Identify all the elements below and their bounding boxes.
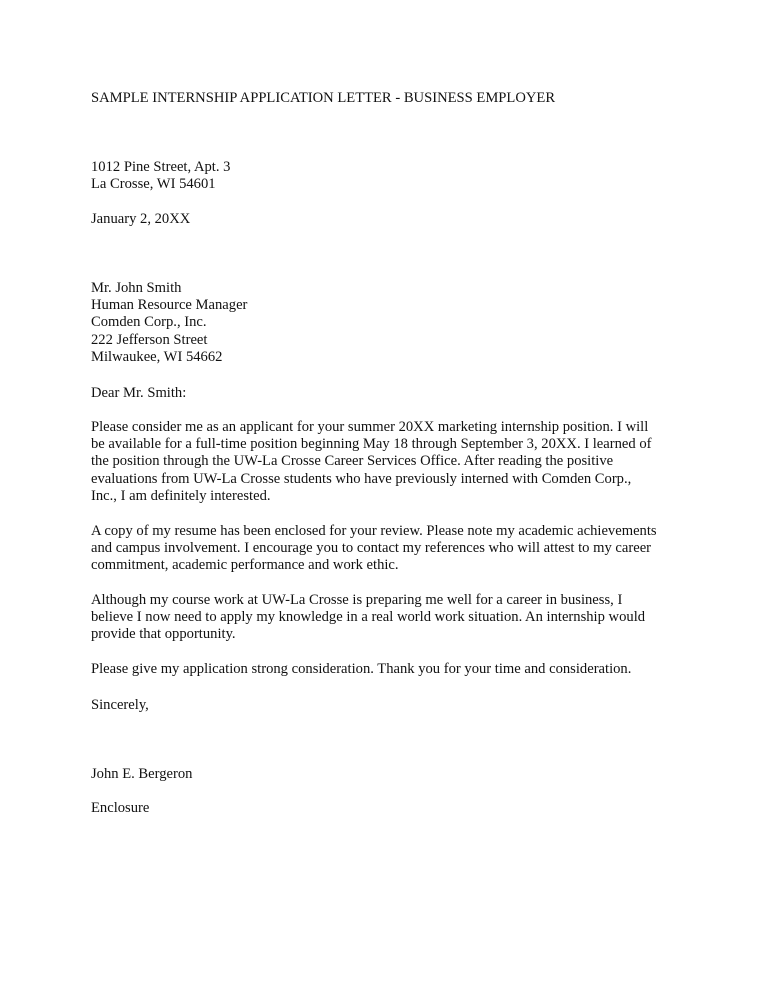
letter-date bbox=[91, 211, 701, 228]
paragraph-line: Please give my application strong consideration. Thank you for your time and consideration. bbox=[91, 661, 632, 677]
title-text: SAMPLE INTERNSHIP APPLICATION LETTER - BUSINESS EMPLOYER bbox=[91, 90, 556, 106]
paragraph-line: Inc., I am definitely interested. bbox=[91, 487, 271, 504]
paragraph-line: provide that opportunity. bbox=[91, 626, 236, 643]
sender-address bbox=[91, 159, 701, 193]
signer-name-text: John E. Bergeron bbox=[91, 766, 193, 782]
paragraph-line: the position through the UW-La Crosse Career Services Office. After reading the positive bbox=[91, 453, 614, 470]
recipient-street: 222 Jefferson Street bbox=[91, 331, 208, 348]
body-paragraph-1 bbox=[91, 419, 696, 505]
recipient-address bbox=[91, 280, 701, 366]
salutation bbox=[91, 385, 701, 402]
body-paragraph-2 bbox=[91, 523, 696, 575]
paragraph-line: be available for a full-time position beginning May 18 through September 3, 20XX. I learned of bbox=[91, 436, 652, 453]
recipient-company: Comden Corp., Inc. bbox=[91, 314, 207, 331]
paragraph-line: commitment, academic performance and work ethic. bbox=[91, 557, 399, 574]
closing-text: Sincerely, bbox=[91, 697, 149, 713]
date-text: January 2, 20XX bbox=[91, 211, 191, 227]
paragraph-line: Please consider me as an applicant for your summer 20XX marketing internship position. I will bbox=[91, 419, 649, 435]
paragraph-line: evaluations from UW-La Crosse students who have previously interned with Comden Corp., bbox=[91, 470, 632, 487]
letter-title bbox=[91, 90, 701, 107]
sender-address-line: La Crosse, WI 54601 bbox=[91, 176, 216, 193]
body-paragraph-3 bbox=[91, 592, 696, 644]
recipient-city: Milwaukee, WI 54662 bbox=[91, 348, 223, 365]
closing bbox=[91, 697, 701, 714]
paragraph-line: and campus involvement. I encourage you to contact my references who will attest to my career bbox=[91, 540, 652, 557]
body-paragraph-4 bbox=[91, 661, 696, 678]
paragraph-line: Although my course work at UW-La Crosse is preparing me well for a career in business, I bbox=[91, 592, 623, 608]
salutation-text: Dear Mr. Smith: bbox=[91, 385, 187, 401]
paragraph-line: believe I now need to apply my knowledge in a real world work situation. An internship would bbox=[91, 609, 646, 626]
enclosure-text: Enclosure bbox=[91, 800, 150, 816]
sender-address-line: 1012 Pine Street, Apt. 3 bbox=[91, 159, 231, 175]
paragraph-line: A copy of my resume has been enclosed for your review. Please note my academic achievements bbox=[91, 523, 657, 539]
recipient-title: Human Resource Manager bbox=[91, 297, 248, 314]
recipient-name: Mr. John Smith bbox=[91, 280, 182, 296]
signer-name bbox=[91, 766, 701, 783]
enclosure-note bbox=[91, 800, 701, 817]
